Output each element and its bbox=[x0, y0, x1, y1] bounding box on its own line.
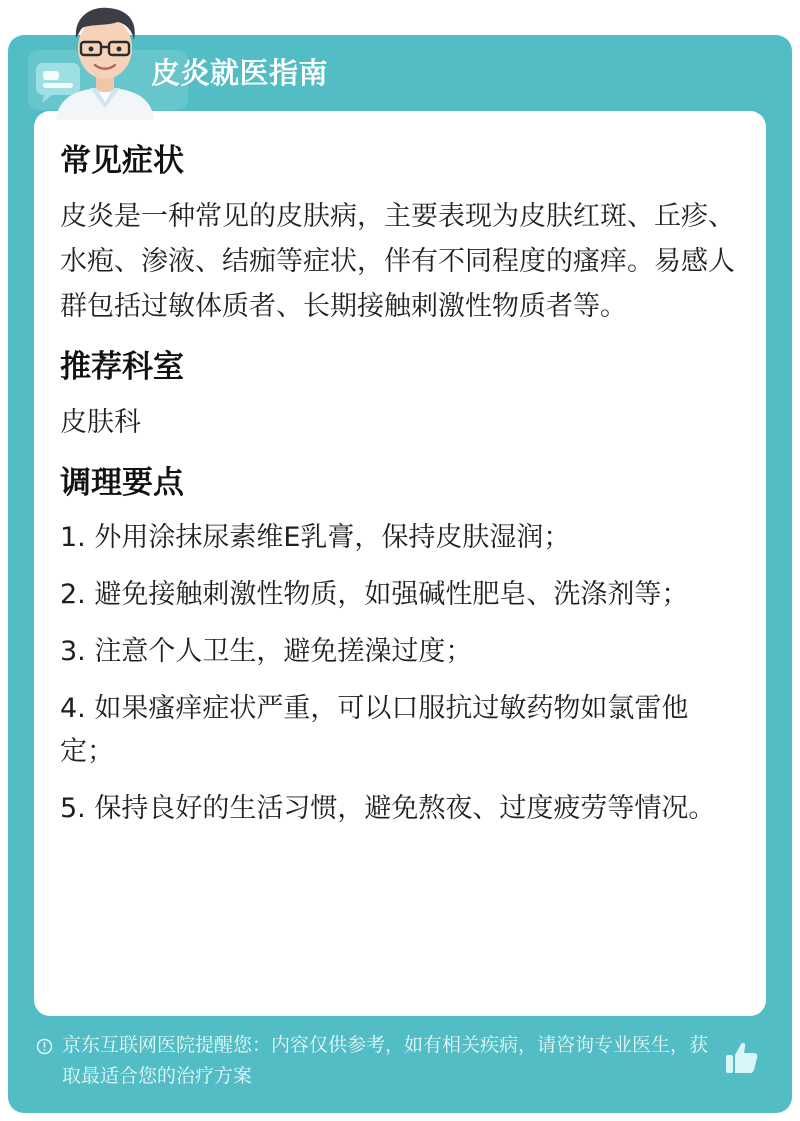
disclaimer bbox=[36, 1030, 726, 1092]
guide-panel bbox=[8, 35, 792, 1113]
symptoms-heading: 常见症状 bbox=[60, 143, 184, 179]
department-text: 皮肤科 bbox=[60, 407, 141, 438]
symptoms-text: 皮炎是一种常见的皮肤病，主要表现为皮肤红斑、丘疹、水疱、渗液、结痂等症状，伴有不同程度的瘙痒。易感人群包括过敏体质者、长期接触刺激性物质者等。 bbox=[60, 201, 735, 322]
care-list bbox=[60, 516, 740, 830]
page-title: 皮炎就医指南 bbox=[151, 56, 329, 90]
thumbs-up-icon[interactable] bbox=[724, 1040, 760, 1076]
disclaimer-text: 京东互联网医院提醒您：内容仅供参考，如有相关疾病，请咨询专业医生，获取最适合您的治疗方案 bbox=[62, 1034, 709, 1087]
care-item: 4. 如果瘙痒症状严重，可以口服抗过敏药物如氯雷他定； bbox=[60, 693, 689, 767]
care-item: 1. 外用涂抹尿素维E乳膏，保持皮肤湿润； bbox=[60, 522, 571, 553]
info-icon bbox=[36, 1038, 53, 1055]
care-item: 2. 避免接触刺激性物质，如强碱性肥皂、洗涤剂等； bbox=[60, 579, 689, 610]
doctor-avatar bbox=[48, 0, 163, 120]
care-item: 3. 注意个人卫生，避免搓澡过度； bbox=[60, 636, 473, 667]
care-heading: 调理要点 bbox=[60, 465, 184, 501]
care-item: 5. 保持良好的生活习惯，避免熬夜、过度疲劳等情况。 bbox=[60, 793, 716, 824]
content-card bbox=[34, 111, 766, 1016]
department-heading: 推荐科室 bbox=[60, 349, 184, 385]
